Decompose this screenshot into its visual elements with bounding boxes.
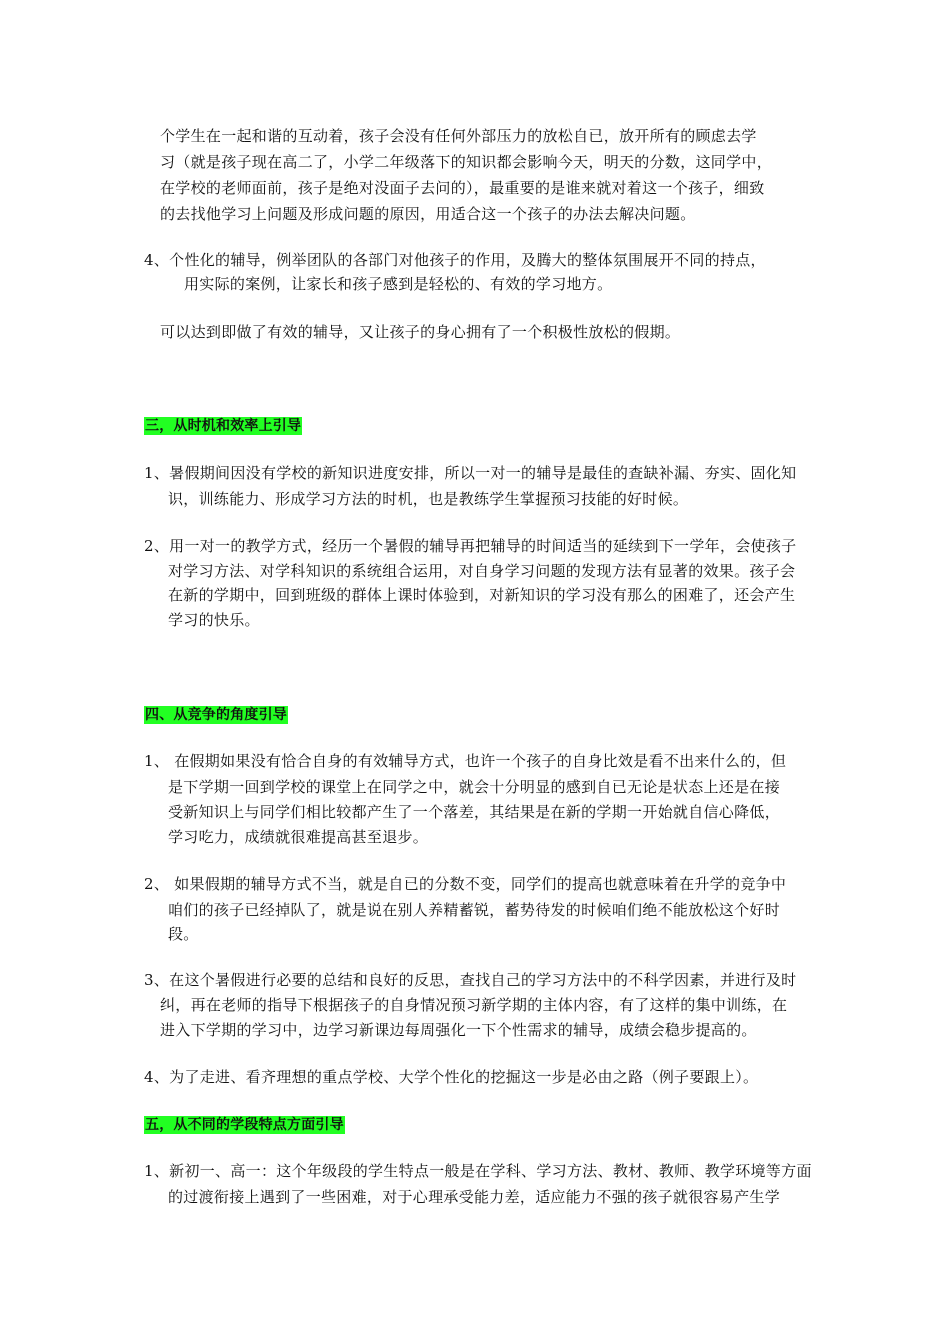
section-4-item-4: 4、为了走进、看齐理想的重点学校、大学个性化的挖掘这一步是必由之路（例子要跟上）。	[144, 1068, 759, 1086]
section-3-heading: 三，从时机和效率上引导	[145, 418, 302, 434]
section-4-item-3-line: 3、在这个暑假进行必要的总结和良好的反思，查找自己的学习方法中的不科学因素，并进行及时	[144, 971, 797, 989]
section-3-item-1-line: 1、暑假期间因没有学校的新知识进度安排，所以一对一的辅导是最佳的查缺补漏、夯实、固化知	[144, 464, 797, 482]
intro-line: 的去找他学习上问题及形成问题的原因，用适合这一个孩子的办法去解决问题。	[160, 205, 696, 223]
section-3-item-2-line: 2、用一对一的教学方式，经历一个暑假的辅导再把辅导的时间适当的延续到下一学年，会使孩子	[144, 537, 797, 555]
list-item-4-line: 4、个性化的辅导，例举团队的各部门对他孩子的作用，及腾大的整体氛围展开不同的持点，	[144, 251, 766, 269]
section-4-item-2-line: 咱们的孩子已经掉队了，就是说在别人养精蓄锐，蓄势待发的时候咱们绝不能放松这个好时	[168, 901, 781, 919]
intro-line: 习（就是孩子现在高二了，小学二年级落下的知识都会影响今天，明天的分数，这同学中，	[160, 153, 773, 171]
section-4-heading: 四、从竞争的角度引导	[145, 707, 287, 723]
section-4-item-2-line: 2、 如果假期的辅导方式不当，就是自已的分数不变，同学们的提高也就意味着在升学的竞争中	[144, 875, 787, 893]
section-4-item-3-line: 纠，再在老师的指导下根据孩子的自身情况预习新学期的主体内容，有了这样的集中训练，在	[160, 996, 788, 1014]
summary-paragraph: 可以达到即做了有效的辅导，又让孩子的身心拥有了一个积极性放松的假期。	[160, 323, 681, 341]
section-3-item-1-line: 识，训练能力、形成学习方法的时机，也是教练学生掌握预习技能的好时候。	[168, 490, 689, 508]
intro-line: 在学校的老师面前，孩子是绝对没面子去问的），最重要的是谁来就对着这一个孩子，细致	[160, 179, 765, 197]
section-3-item-2-line: 学习的快乐。	[168, 611, 260, 629]
section-5-item-1-line: 1、新初一、高一：这个年级段的学生特点一般是在学科、学习方法、教材、教师、教学环境等方面	[144, 1162, 812, 1180]
section-4-item-2-line: 段。	[168, 925, 199, 943]
section-5-heading: 五，从不同的学段特点方面引导	[145, 1117, 344, 1133]
list-item-4-line: 用实际的案例，让家长和孩子感到是轻松的、有效的学习地方。	[184, 275, 613, 293]
section-4-item-1-line: 是下学期一回到学校的课堂上在同学之中，就会十分明显的感到自已无论是状态上还是在接	[168, 778, 781, 796]
section-4-item-1-line: 1、 在假期如果没有恰合自身的有效辅导方式，也许一个孩子的自身比效是看不出来什么的，但	[144, 752, 787, 770]
section-5-item-1-line: 的过渡衔接上遇到了一些困难，对于心理承受能力差，适应能力不强的孩子就很容易产生学	[168, 1188, 781, 1206]
section-4-item-1-line: 受新知识上与同学们相比较都产生了一个落差，其结果是在新的学期一开始就自信心降低，	[168, 803, 781, 821]
intro-line: 个学生在一起和谐的互动着，孩子会没有任何外部压力的放松自已，放开所有的顾虑去学	[160, 127, 757, 145]
section-4-item-3-line: 进入下学期的学习中，边学习新课边每周强化一下个性需求的辅导，成绩会稳步提高的。	[160, 1021, 757, 1039]
section-3-item-2-line: 对学习方法、对学科知识的系统组合运用，对自身学习问题的发现方法有显著的效果。孩子会	[168, 562, 796, 580]
section-4-item-1-line: 学习吃力，成绩就很难提高甚至退步。	[168, 828, 429, 846]
section-3-item-2-line: 在新的学期中，回到班级的群体上课时体验到，对新知识的学习没有那么的困难了，还会产生	[168, 586, 796, 604]
